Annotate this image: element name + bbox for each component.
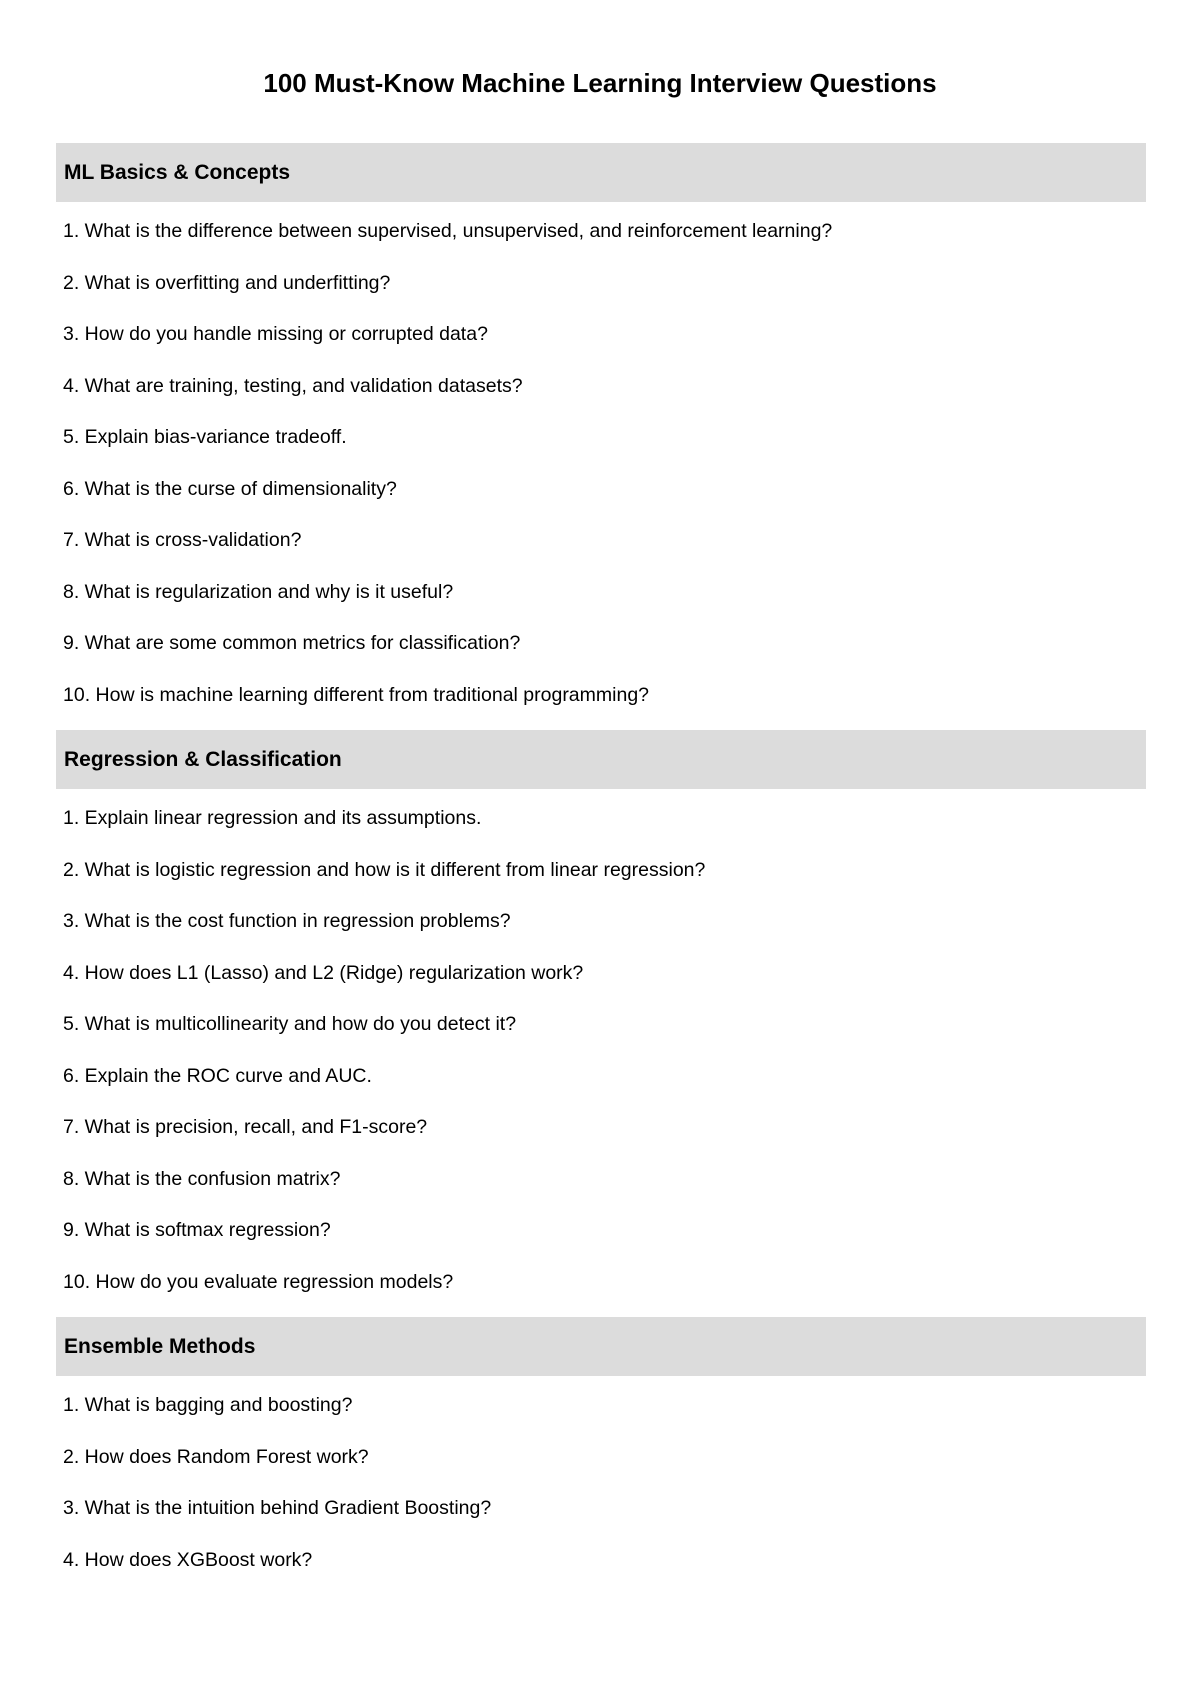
question-item: 2. How does Random Forest work? (63, 1445, 369, 1468)
question-item: 4. What are training, testing, and validation datasets? (63, 374, 523, 397)
question-item: 3. What is the intuition behind Gradient Boosting? (63, 1497, 492, 1520)
question-item: 1. What is the difference between supervised, unsupervised, and reinforcement learning? (63, 220, 833, 243)
question-list (56, 793, 1146, 1308)
section-heading: ML Basics & Concepts (56, 143, 1146, 202)
question-item: 10. How do you evaluate regression models? (63, 1270, 454, 1293)
section-regression-classification (56, 730, 1146, 1308)
question-item: 8. What is regularization and why is it useful? (63, 580, 454, 603)
question-item: 3. How do you handle missing or corrupted data? (63, 323, 488, 346)
question-item: 2. What is logistic regression and how is it different from linear regression? (63, 858, 706, 881)
question-item: 4. How does XGBoost work? (63, 1548, 313, 1571)
question-item: 6. What is the curse of dimensionality? (63, 477, 397, 500)
section-ensemble-methods (56, 1317, 1146, 1586)
question-item: 5. What is multicollinearity and how do you detect it? (63, 1013, 517, 1036)
document-title: 100 Must-Know Machine Learning Interview Questions (263, 68, 937, 98)
question-item: 8. What is the confusion matrix? (63, 1167, 341, 1190)
question-item: 6. Explain the ROC curve and AUC. (63, 1064, 372, 1087)
section-heading: Ensemble Methods (56, 1317, 1146, 1376)
question-item: 7. What is precision, recall, and F1-score? (63, 1116, 428, 1139)
question-item: 1. What is bagging and boosting? (63, 1394, 353, 1417)
question-item: 2. What is overfitting and underfitting? (63, 271, 391, 294)
section-ml-basics (56, 143, 1146, 721)
question-list (56, 206, 1146, 721)
question-item: 7. What is cross-validation? (63, 529, 302, 552)
question-item: 5. Explain bias-variance tradeoff. (63, 426, 347, 449)
question-item: 9. What is softmax regression? (63, 1219, 331, 1242)
question-item: 10. How is machine learning different from traditional programming? (63, 683, 650, 706)
question-item: 4. How does L1 (Lasso) and L2 (Ridge) regularization work? (63, 961, 584, 984)
question-item: 9. What are some common metrics for classification? (63, 632, 521, 655)
question-list (56, 1380, 1146, 1586)
question-item: 1. Explain linear regression and its assumptions. (63, 807, 482, 830)
section-heading: Regression & Classification (56, 730, 1146, 789)
question-item: 3. What is the cost function in regression problems? (63, 910, 511, 933)
